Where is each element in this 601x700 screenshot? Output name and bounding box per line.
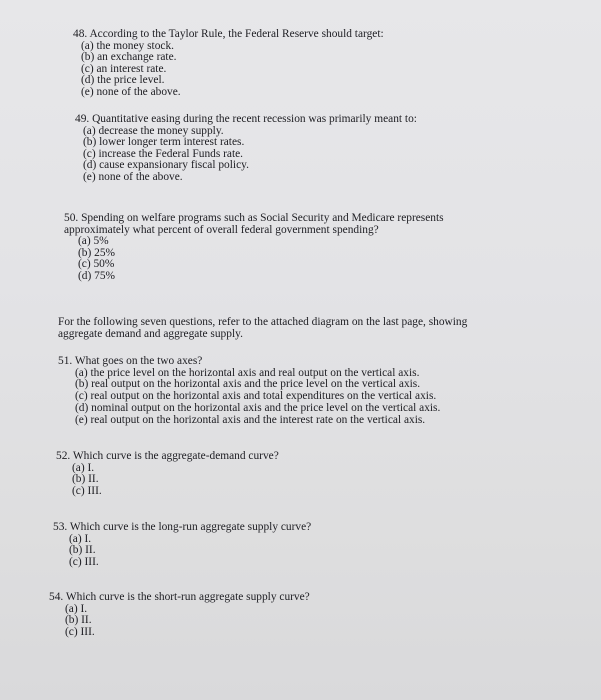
answer-option: (a) I. [65, 602, 88, 615]
answer-option: (b) an exchange rate. [81, 51, 177, 64]
question-stem: 48. According to the Taylor Rule, the Federal Reserve should target: [73, 28, 384, 40]
answer-option: (b) lower longer term interest rates. [83, 136, 245, 149]
answer-option: (c) III. [65, 625, 95, 638]
answer-option: (d) 75% [78, 269, 116, 282]
instructions-line: aggregate demand and aggregate supply. [58, 328, 243, 341]
answer-option: (b) II. [72, 473, 99, 486]
answer-option: (a) 5% [78, 235, 109, 248]
answer-option: (b) II. [65, 614, 92, 627]
answer-option: (b) 25% [78, 246, 116, 259]
question-stem: 49. Quantitative easing during the recent recession was primarily meant to: [75, 113, 417, 125]
answer-option: (a) the money stock. [81, 39, 174, 52]
answer-option: (d) the price level. [81, 74, 165, 87]
answer-option: (c) 50% [78, 258, 115, 271]
answer-option: (c) increase the Federal Funds rate. [83, 147, 244, 160]
question-52 [56, 451, 279, 497]
answer-option: (a) I. [69, 532, 92, 545]
answer-option: (e) real output on the horizontal axis and the interest rate on the vertical axis. [75, 413, 426, 426]
answer-option: (e) none of the above. [81, 85, 181, 98]
question-stem: 50. Spending on welfare programs such as Social Security and Medicare represents [64, 212, 444, 224]
answer-option: (b) II. [69, 544, 96, 557]
instructions-paragraph [58, 316, 467, 341]
question-stem: 54. Which curve is the short-run aggregate supply curve? [49, 591, 310, 603]
answer-option: (c) an interest rate. [81, 62, 167, 75]
question-53 [53, 522, 311, 568]
answer-option: (a) decrease the money supply. [83, 124, 224, 137]
answer-option: (c) real output on the horizontal axis and total expenditures on the vertical axis. [75, 390, 437, 403]
answer-option: (d) nominal output on the horizontal axis and the price level on the vertical axis. [75, 401, 441, 414]
question-48 [73, 29, 384, 99]
question-51 [58, 356, 440, 426]
question-stem: 51. What goes on the two axes? [58, 355, 203, 367]
instructions-line: For the following seven questions, refer to the attached diagram on the last page, showing [58, 316, 468, 328]
question-49 [75, 114, 417, 184]
answer-option: (c) III. [69, 555, 99, 568]
question-stem-continued: approximately what percent of overall federal government spending? [64, 223, 379, 236]
question-stem: 52. Which curve is the aggregate-demand curve? [56, 450, 279, 462]
question-stem: 53. Which curve is the long-run aggregate supply curve? [53, 521, 312, 533]
answer-option: (e) none of the above. [83, 170, 183, 183]
question-50 [64, 213, 444, 283]
answer-option: (a) I. [72, 461, 95, 474]
answer-option: (a) the price level on the horizontal axis and real output on the vertical axis. [75, 366, 420, 379]
answer-option: (d) cause expansionary fiscal policy. [83, 159, 249, 172]
answer-option: (c) III. [72, 484, 102, 497]
answer-option: (b) real output on the horizontal axis and the price level on the vertical axis. [75, 378, 421, 391]
question-54 [49, 592, 310, 638]
